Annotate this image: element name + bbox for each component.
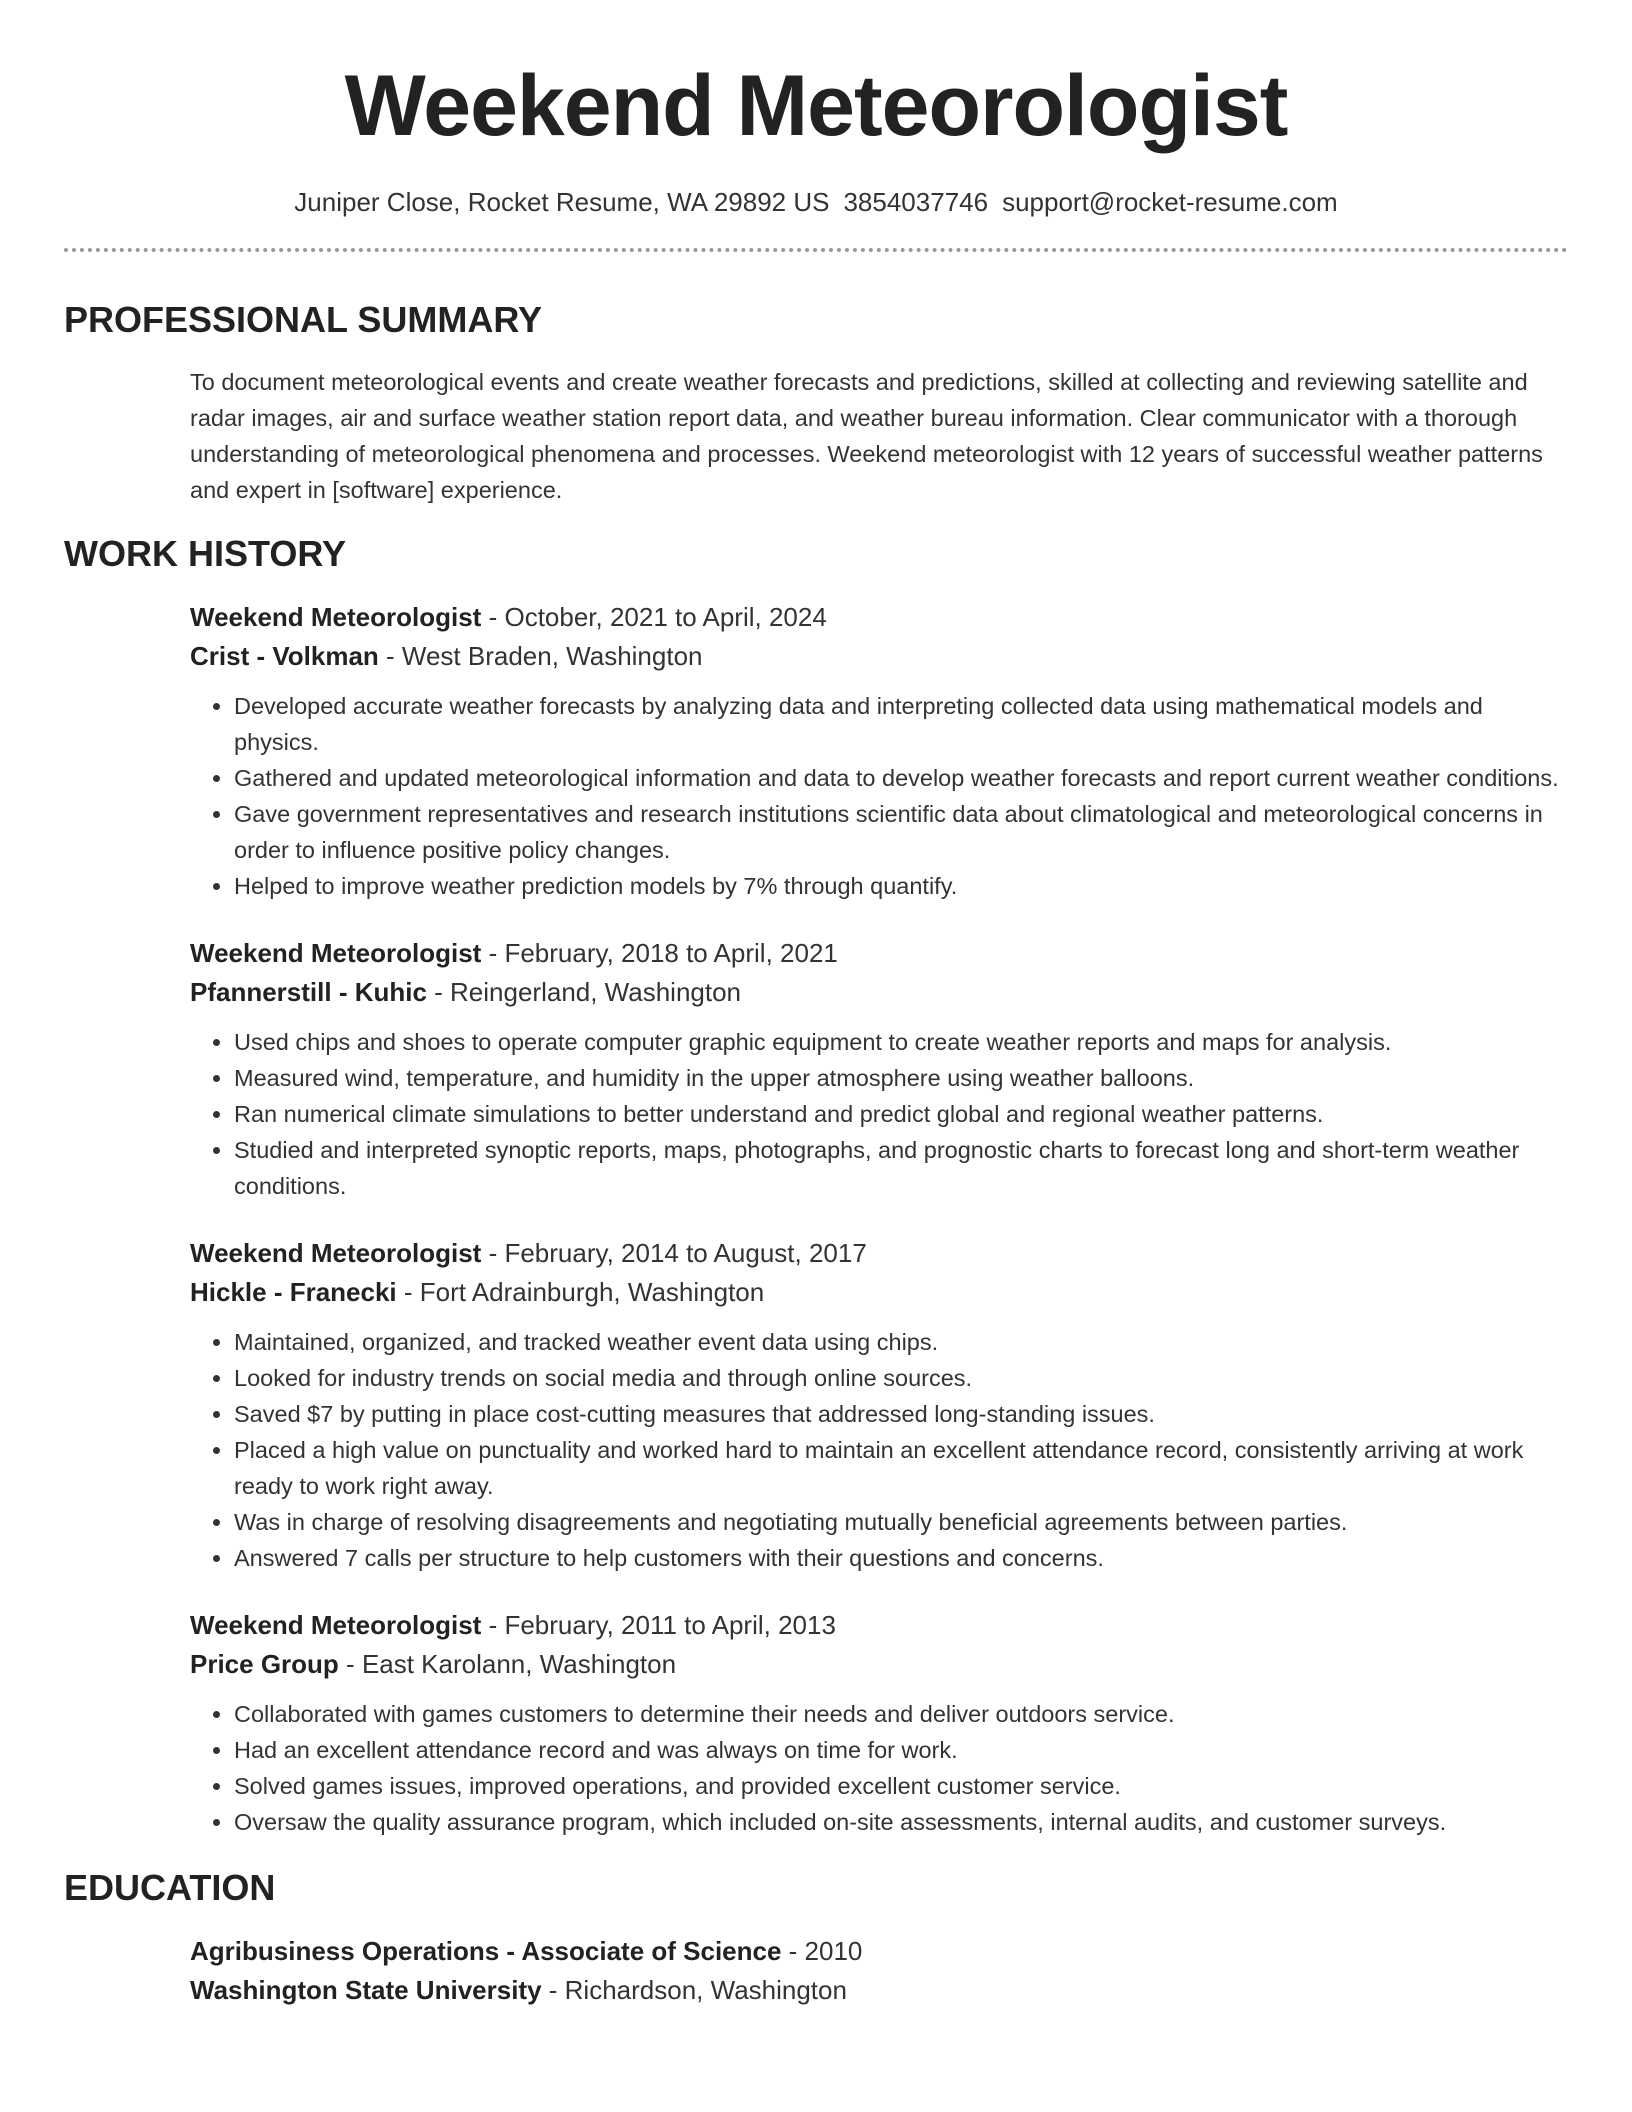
- job-bullet: • Gave government representatives and research institutions scientific data about climatological and meteorological concerns in order to influence positive policy changes.: [234, 796, 1568, 868]
- contact-line: [64, 186, 1568, 218]
- job-company: Hickle - Franecki: [190, 1277, 397, 1307]
- job-bullets: [190, 1024, 1568, 1204]
- education-heading: EDUCATION: [64, 1867, 276, 1908]
- job-bullet: • Studied and interpreted synoptic reports, maps, photographs, and prognostic charts to forecast long and short-term weather conditions.: [234, 1132, 1568, 1204]
- job-bullet: • Placed a high value on punctuality and worked hard to maintain an excellent attendance record, consistently arriving at work ready to work right away.: [234, 1432, 1568, 1504]
- job-company: Crist - Volkman: [190, 641, 379, 671]
- job-location: Fort Adrainburgh, Washington: [419, 1277, 765, 1307]
- contact-address: Juniper Close, Rocket Resume, WA 29892 US: [294, 187, 830, 217]
- job-entry: [190, 1234, 1568, 1576]
- education-year: 2010: [804, 1936, 863, 1966]
- job-bullet: • Used chips and shoes to operate computer graphic equipment to create weather reports and maps for analysis.: [234, 1024, 1568, 1060]
- job-bullet: • Solved games issues, improved operations, and provided excellent customer service.: [234, 1768, 1568, 1804]
- job-bullets: [190, 1324, 1568, 1576]
- job-company-line: Crist - Volkman - West Braden, Washington: [190, 641, 703, 671]
- job-entry: [190, 1606, 1568, 1840]
- job-title-line: Weekend Meteorologist - February, 2018 to April, 2021: [190, 938, 838, 968]
- job-bullet: • Oversaw the quality assurance program, which included on-site assessments, internal audits, and customer surveys.: [234, 1804, 1568, 1840]
- job-bullet: • Looked for industry trends on social media and through online sources.: [234, 1360, 1568, 1396]
- job-bullet: • Measured wind, temperature, and humidity in the upper atmosphere using weather balloons.: [234, 1060, 1568, 1096]
- job-bullet: • Collaborated with games customers to determine their needs and deliver outdoors service.: [234, 1696, 1568, 1732]
- job-location: Reingerland, Washington: [450, 977, 742, 1007]
- job-company-line: Price Group - East Karolann, Washington: [190, 1649, 677, 1679]
- work-history-heading: WORK HISTORY: [64, 533, 347, 574]
- education-school-line: Washington State University - Richardson, Washington: [190, 1975, 847, 2005]
- job-company: Pfannerstill - Kuhic: [190, 977, 427, 1007]
- job-entry: [190, 934, 1568, 1204]
- job-company-line: Pfannerstill - Kuhic - Reingerland, Washington: [190, 977, 742, 1007]
- job-bullet: • Helped to improve weather prediction models by 7% through quantify.: [234, 868, 1568, 904]
- job-bullet: • Maintained, organized, and tracked weather event data using chips.: [234, 1324, 1568, 1360]
- job-bullet: • Was in charge of resolving disagreements and negotiating mutually beneficial agreements between parties.: [234, 1504, 1568, 1540]
- education-location: Richardson, Washington: [564, 1975, 847, 2005]
- contact-email: support@rocket-resume.com: [1002, 187, 1338, 217]
- contact-phone: 3854037746: [843, 187, 989, 217]
- job-dates: February, 2018 to April, 2021: [504, 938, 838, 968]
- job-bullet: • Gathered and updated meteorological information and data to develop weather forecasts and report current weather conditions.: [234, 760, 1568, 796]
- job-role: Weekend Meteorologist: [190, 602, 482, 632]
- education-section: [64, 1866, 1568, 2010]
- job-location: East Karolann, Washington: [361, 1649, 677, 1679]
- job-entry: [190, 598, 1568, 904]
- job-role: Weekend Meteorologist: [190, 1610, 482, 1640]
- education-entry: [190, 1932, 1568, 2010]
- job-bullets: [190, 1696, 1568, 1840]
- job-title-line: Weekend Meteorologist - February, 2014 to August, 2017: [190, 1238, 867, 1268]
- summary-text: To document meteorological events and create weather forecasts and predictions, skilled at collecting and reviewing satellite and radar images, air and surface weather station report data, and weather bureau information. Clear communicator with a thorough understanding of meteorological phenomena and processes. Weekend meteorologist with 12 years of successful weather patterns and expert in [software] experience.: [190, 369, 1543, 503]
- job-role: Weekend Meteorologist: [190, 938, 482, 968]
- job-dates: February, 2011 to April, 2013: [504, 1610, 836, 1640]
- job-dates: October, 2021 to April, 2024: [504, 602, 827, 632]
- job-bullet: • Answered 7 calls per structure to help customers with their questions and concerns.: [234, 1540, 1568, 1576]
- job-role: Weekend Meteorologist: [190, 1238, 482, 1268]
- job-company: Price Group: [190, 1649, 339, 1679]
- job-title-line: Weekend Meteorologist - February, 2011 to April, 2013: [190, 1610, 836, 1640]
- job-location: West Braden, Washington: [401, 641, 703, 671]
- job-bullet: • Developed accurate weather forecasts by analyzing data and interpreting collected data using mathematical models and physics.: [234, 688, 1568, 760]
- job-company-line: Hickle - Franecki - Fort Adrainburgh, Washington: [190, 1277, 765, 1307]
- work-history-section: [64, 532, 1568, 1840]
- professional-summary-section: [64, 298, 1568, 508]
- job-bullet: • Had an excellent attendance record and was always on time for work.: [234, 1732, 1568, 1768]
- job-dates: February, 2014 to August, 2017: [504, 1238, 867, 1268]
- job-bullet: • Saved $7 by putting in place cost-cutting measures that addressed long-standing issues.: [234, 1396, 1568, 1432]
- job-bullets: [190, 688, 1568, 904]
- education-degree-line: Agribusiness Operations - Associate of Science - 2010: [190, 1936, 863, 1966]
- job-title-line: Weekend Meteorologist - October, 2021 to April, 2024: [190, 602, 827, 632]
- job-bullet: • Ran numerical climate simulations to better understand and predict global and regional weather patterns.: [234, 1096, 1568, 1132]
- education-degree: Agribusiness Operations - Associate of Science: [190, 1936, 782, 1966]
- education-school: Washington State University: [190, 1975, 542, 2005]
- candidate-name: Weekend Meteorologist: [344, 58, 1288, 154]
- summary-heading: PROFESSIONAL SUMMARY: [64, 299, 543, 340]
- header-divider: [64, 248, 1568, 252]
